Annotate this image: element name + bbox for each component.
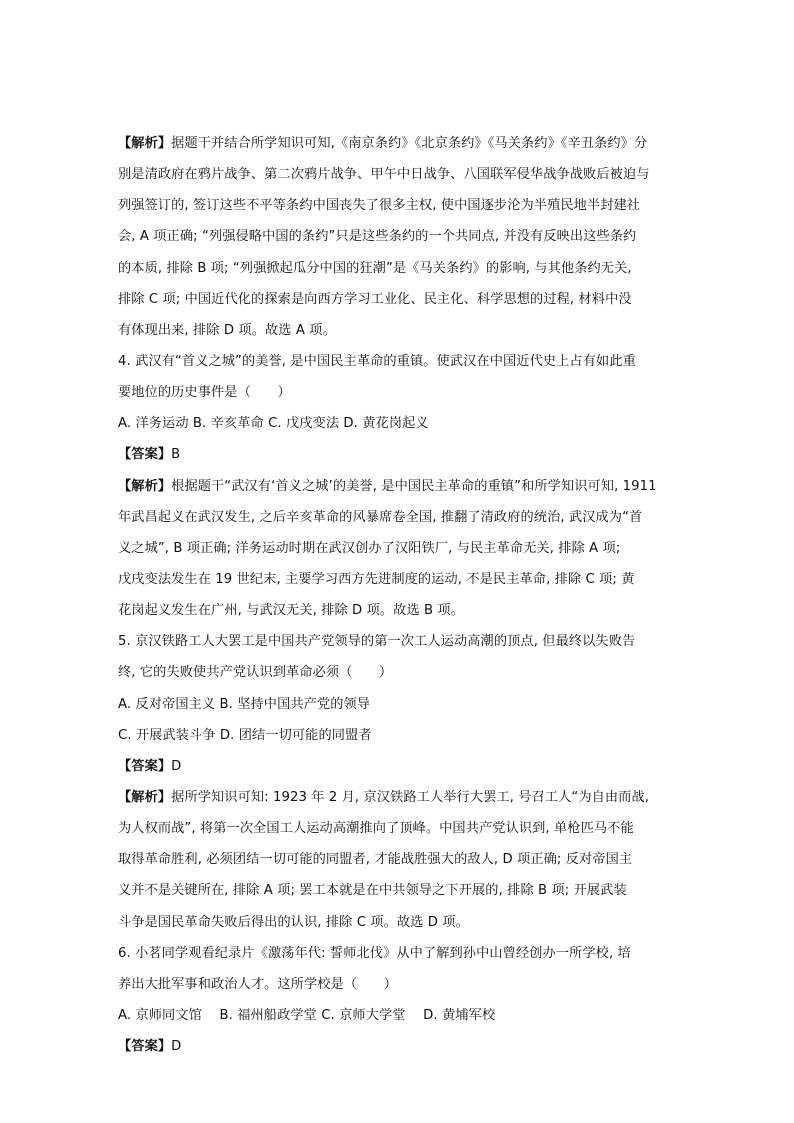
- text-line: [118, 626, 678, 657]
- text-line: [118, 813, 678, 844]
- text-line: [118, 471, 678, 502]
- document-page: [118, 128, 678, 1062]
- text-line: [118, 502, 678, 533]
- line-text: 取得革命胜利, 必须团结一切可能的同盟者, 才能战胜强大的敌人, D 项正确; 反对帝国主: [118, 852, 633, 868]
- text-line: [118, 657, 678, 688]
- line-text: 有体现出来, 排除 D 项。故选 A 项。: [118, 322, 336, 338]
- text-line: [118, 564, 678, 595]
- line-text: 6. 小茗同学观看纪录片《激荡年代: 誓师北伐》从中了解到孙中山曾经创办一所学校, 培: [118, 945, 631, 961]
- text-line: [118, 159, 678, 190]
- text-line: [118, 969, 678, 1000]
- line-text: A. 京师同文馆 B. 福州船政学堂 C. 京师大学堂 D. 黄埔军校: [118, 1007, 496, 1023]
- text-line: [118, 315, 678, 346]
- line-text: 据所学知识可知: 1923 年 2 月, 京汉铁路工人举行大罢工, 号召工人“为自由而战,: [171, 789, 650, 805]
- section-tag: 【解析】: [118, 136, 172, 151]
- line-text: 据题干并结合所学知识可知,《南京条约》《北京条约》《马关条约》《辛丑条约》分: [171, 136, 648, 151]
- line-text: D: [171, 758, 182, 774]
- section-tag: 【解析】: [118, 789, 172, 805]
- text-line: [118, 938, 678, 969]
- line-text: A. 洋务运动 B. 辛亥革命 C. 戊戌变法 D. 黄花岗起义: [118, 416, 429, 432]
- text-line: [118, 128, 678, 159]
- line-text: 戊戌变法发生在 19 世纪末, 主要学习西方先进制度的运动, 不是民主革命, 排除 C 项; 黄: [118, 571, 635, 587]
- line-text: 5. 京汉铁路工人大罢工是中国共产党领导的第一次工人运动高潮的顶点, 但最终以失败告: [118, 634, 636, 650]
- text-line: [118, 190, 678, 221]
- text-line: [118, 689, 678, 720]
- line-text: 花岗起义发生在广州, 与武汉无关, 排除 D 项。故选 B 项。: [118, 603, 465, 619]
- line-text: 斗争是国民革命失败后得出的认识, 排除 C 项。故选 D 项。: [118, 914, 469, 930]
- section-tag: 【答案】: [118, 447, 172, 463]
- line-text: 会, A 项正确; “列强侵略中国的条约”只是这些条约的一个共同点, 并没有反映出这些条约: [118, 229, 637, 245]
- text-line: [118, 439, 678, 470]
- line-text: 排除 C 项; 中国近代化的探索是向西方学习工业化、民主化、科学思想的过程, 材料中没: [118, 291, 632, 307]
- text-line: [118, 720, 678, 751]
- line-text: A. 反对帝国主义 B. 坚持中国共产党的领导: [118, 696, 371, 712]
- line-text: 年武昌起义在武汉发生, 之后辛亥革命的风暴席卷全国, 推翻了清政府的统治, 武汉成为“首: [118, 509, 643, 525]
- line-text: D: [171, 1039, 182, 1055]
- section-tag: 【解析】: [118, 478, 172, 494]
- line-text: C. 开展武装斗争 D. 团结一切可能的同盟者: [118, 727, 372, 743]
- text-line: [118, 844, 678, 875]
- line-text: B: [171, 447, 181, 463]
- line-text: 4. 武汉有“首义之城”的美誉, 是中国民主革命的重镇。使武汉在中国近代史上占有如此重: [118, 353, 636, 369]
- section-tag: 【答案】: [118, 1039, 172, 1055]
- text-line: [118, 595, 678, 626]
- text-line: [118, 346, 678, 377]
- line-text: 义并不是关键所在, 排除 A 项; 罢工本就是在中共领导之下开展的, 排除 B 项; 开展武装: [118, 883, 627, 899]
- section-tag: 【答案】: [118, 758, 172, 774]
- text-line: [118, 533, 678, 564]
- line-text: 的本质, 排除 B 项; “列强掀起瓜分中国的狂潮”是《马关条约》的影响, 与其他条约无关,: [118, 260, 632, 276]
- text-line: [118, 751, 678, 782]
- text-line: [118, 284, 678, 315]
- text-line: [118, 907, 678, 938]
- line-text: 为人权而战”, 将第一次全国工人运动高潮推向了顶峰。中国共产党认识到, 单枪匹马不能: [118, 821, 634, 837]
- text-line: [118, 1000, 678, 1031]
- line-text: 终, 它的失败使共产党认识到革命必须（ ）: [118, 665, 393, 681]
- text-line: [118, 253, 678, 284]
- line-text: 别是清政府在鸦片战争、第二次鸦片战争、甲午中日战争、八国联军侵华战争战败后被迫与: [118, 167, 650, 183]
- line-text: 要地位的历史事件是（ ）: [118, 385, 291, 401]
- line-text: 列强签订的, 签订这些不平等条约中国丧失了很多主权, 使中国逐步沦为半殖民地半封建社: [118, 198, 641, 214]
- line-text: 养出大批军事和政治人才。这所学校是（ ）: [118, 976, 398, 992]
- text-line: [118, 782, 678, 813]
- text-line: [118, 875, 678, 906]
- text-line: [118, 408, 678, 439]
- text-line: [118, 221, 678, 252]
- text-line: [118, 377, 678, 408]
- line-text: 根据题干“武汉有‘首义之城’的美誉, 是中国民主革命的重镇”和所学知识可知, 1911: [171, 478, 657, 494]
- line-text: 义之城”, B 项正确; 洋务运动时期在武汉创办了汉阳铁厂, 与民主革命无关, 排除 A 项;: [118, 540, 621, 556]
- text-line: [118, 1031, 678, 1062]
